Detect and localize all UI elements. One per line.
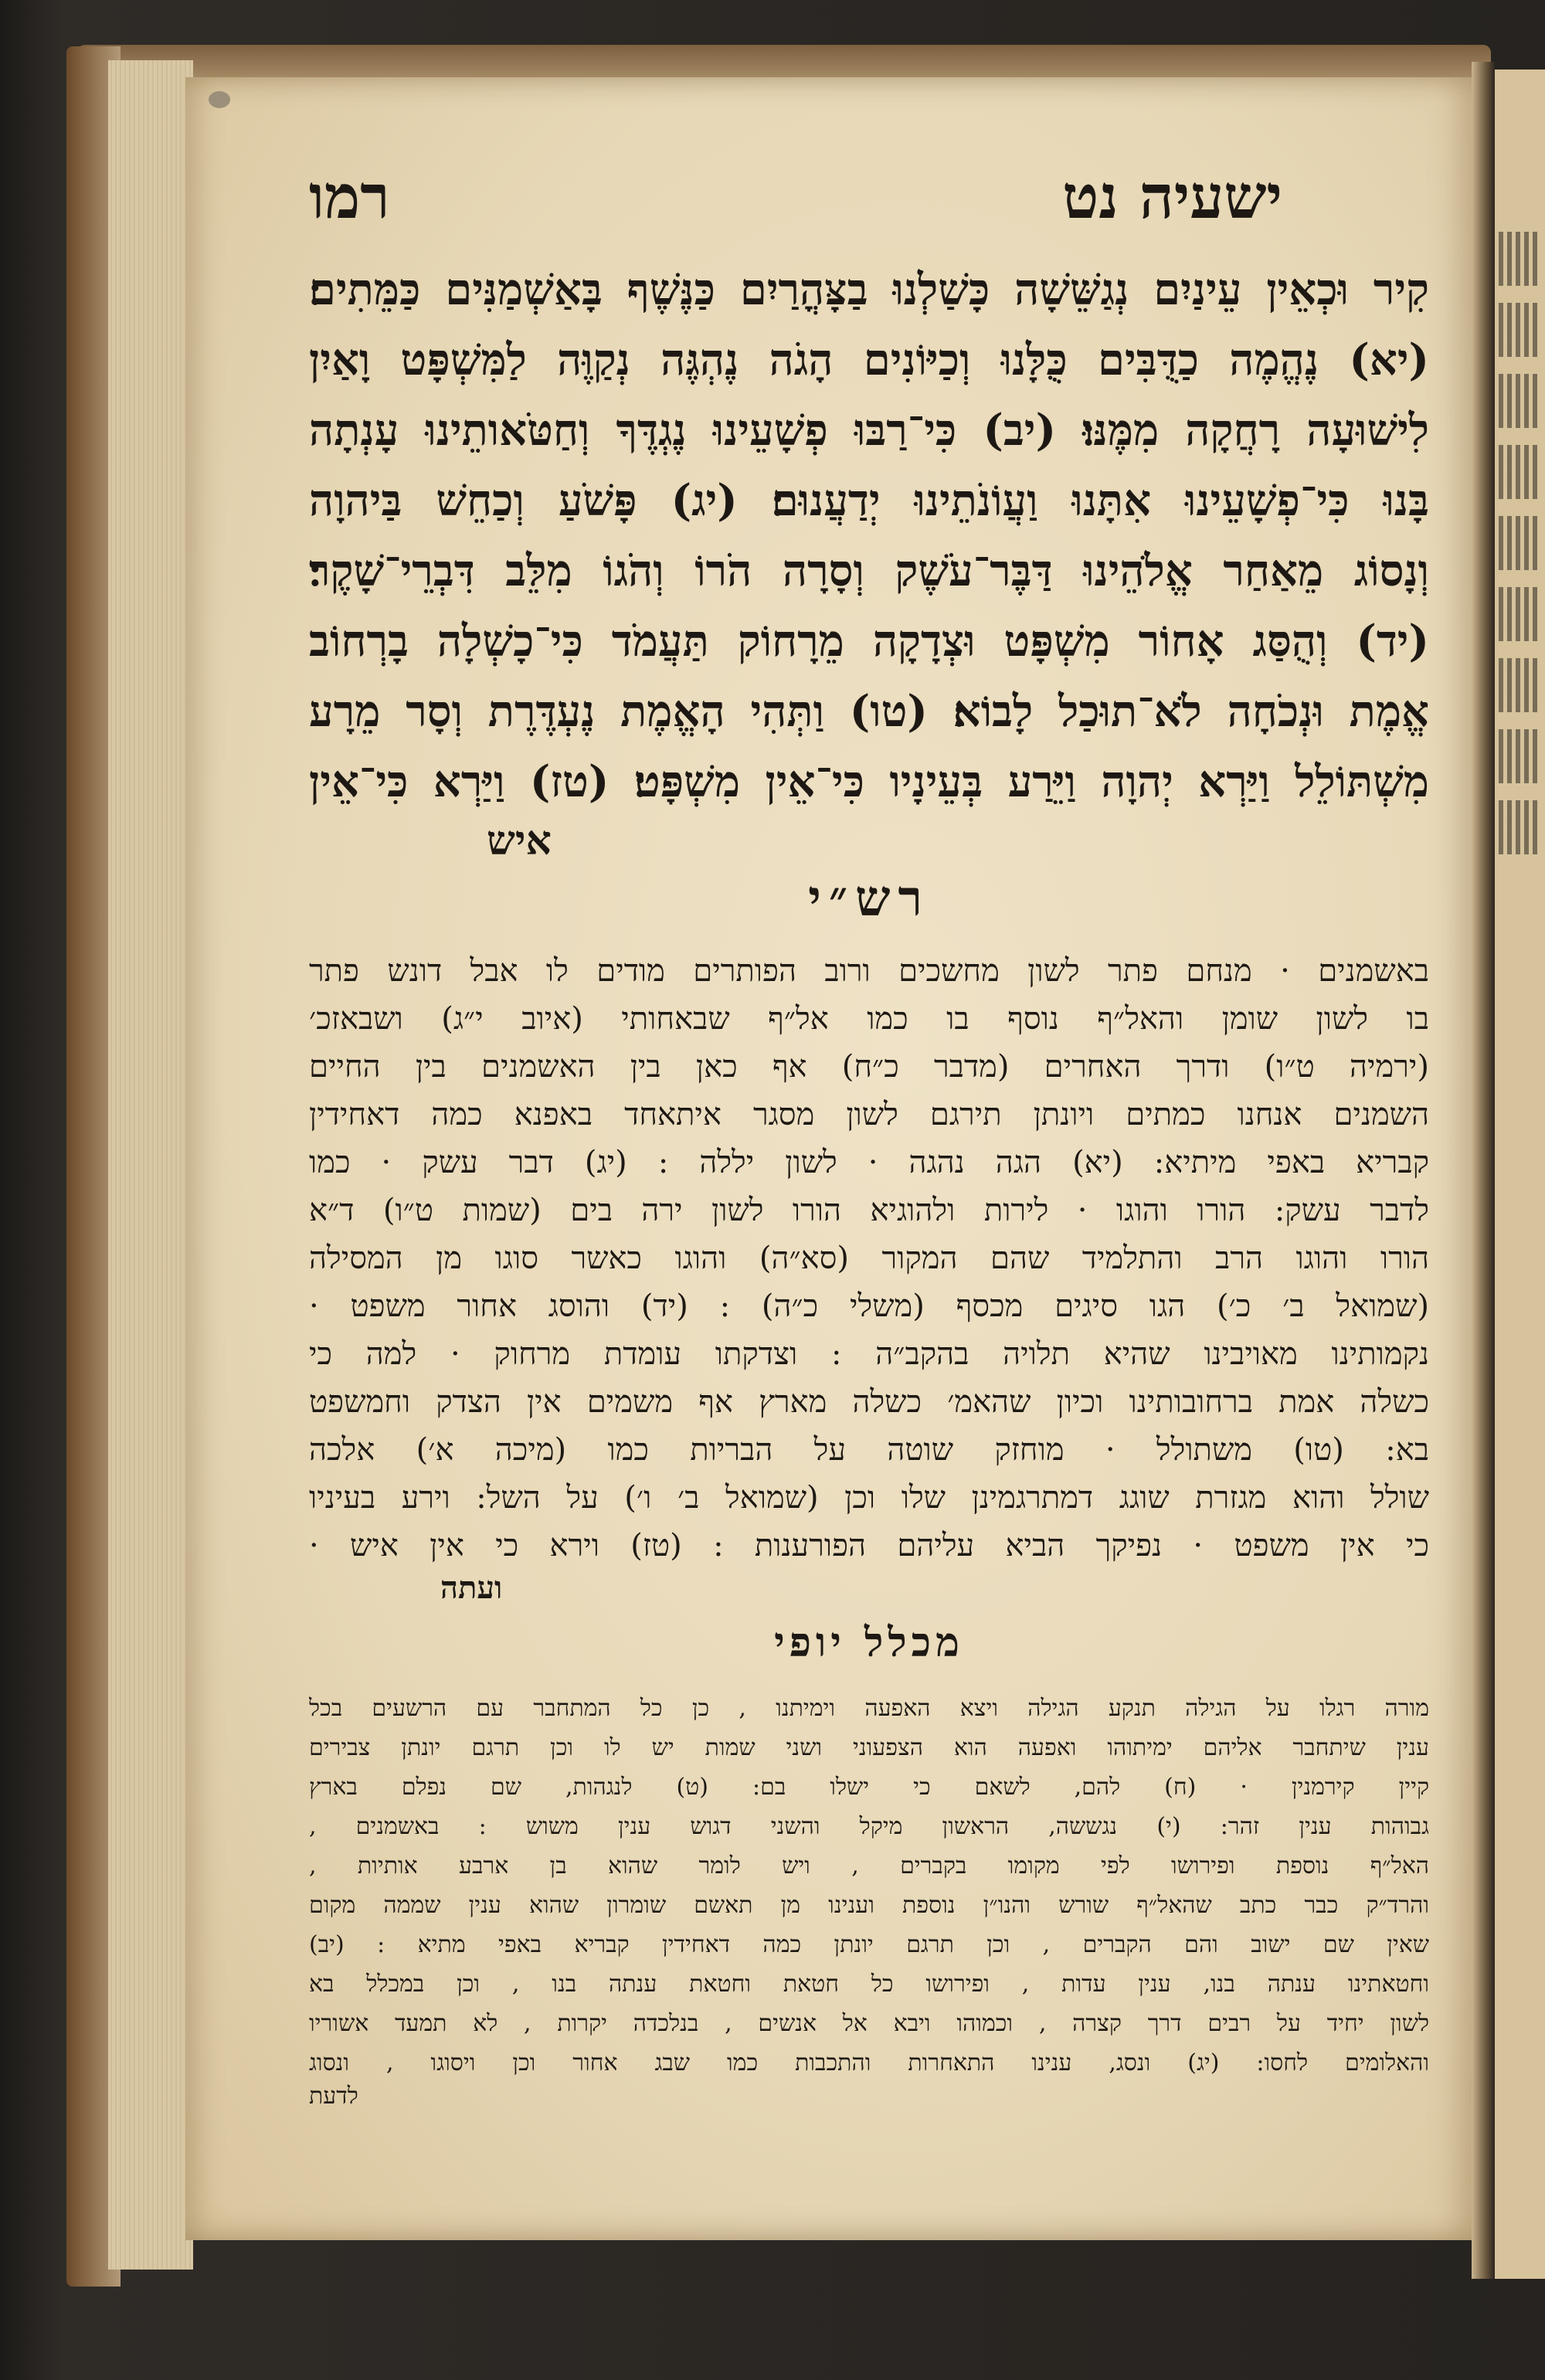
rashi-line: באשמנים · מנחם פתר לשון מחשכים ורוב הפותרים מודים לו אבל דונש פתר (309, 953, 1429, 989)
rashi-catchword: ועתה (440, 1570, 503, 1606)
mikhlol-line: ענין שיתחבר אליהם ימיתוהו ואפעה הוא הצפעוני ושני שמות יש לו וכן תרגם יונתן צבירים (309, 1734, 1429, 1761)
page-edges (108, 60, 193, 2270)
bible-line: קִיר וּכְאֵין עֵינַיִם נְגַשֵּׁשָׁה כָּשַׁלְנוּ בַצָּהֳרַיִם כַּנֶּשֶׁף בָּאַשְׁמַנִּים כַּמֵּתִים׃ (309, 264, 1429, 315)
bible-line: (יד) וְהֻסַּג אָחוֹר מִשְׁפָּט וּצְדָקָה מֵרָחוֹק תַּעֲמֹד כִּי־כָשְׁלָה בָרְחוֹב (309, 616, 1429, 667)
facing-page-text-fragment (1499, 232, 1541, 927)
mikhlol-line: וחטאתינו ענתה בנו, ענין עדות , ופירושו כל חטאת וחטאת ענתה בנו , וכן במכלל בא (309, 1971, 1429, 1998)
mikhlol-line: והאלומים לחסו: (יג) ונסג, ענינו התאחרות והתכבות כמו שבג אחור וכן ויסוגו , ונסוג (309, 2049, 1429, 2076)
mikhlol-line: לשון יחיד על רבים דרך קצרה , וכמוהו ויבא אל אנשים , בנלכדה יקרות , לא תמעד אשוריו (309, 2010, 1429, 2037)
rashi-line: בא: (טו) משתולל · מוחזק שוטה על הבריות כמו (מיכה א׳) אלכה (309, 1432, 1429, 1468)
bible-catchword: איש (487, 817, 552, 864)
rashi-line: נקמותינו מאויבינו שהיא תלויה בהקב״ה : וצדקתו עומדת מרחוק · למה כי (309, 1336, 1429, 1372)
mikhlol-line: והרד״ק כבר כתב שהאל״ף שורש והנו״ן נוספת וענינו מן תאשם שומרון שהוא ענין שממה מקום (309, 1892, 1429, 1919)
page-stain (209, 91, 230, 108)
running-head-page-number: רמו (309, 162, 390, 233)
bible-line: וְנָסוֹג מֵאַחַר אֱלֹהֵינוּ דַּבֶּר־עֹשֶׁק וְסָרָה הֹרוֹ וְהֹגוֹ מִלֵּב דִּבְרֵי־שָׁקֶר׃ (309, 545, 1429, 596)
rashi-line: בו לשון שומן והאל״ף נוסף בו כמו אל״ף שבאחותי (איוב י״ג) ושבאזכ׳ (309, 1001, 1429, 1037)
rashi-line: (שמואל ב׳ כ׳) הגו סיגים מכסף (משלי כ״ה) : (יד) והוסג אחור משפט · (309, 1288, 1429, 1324)
page-content (309, 162, 1429, 2122)
book-gutter (1472, 62, 1495, 2279)
mikhlol-line: קיין קירמנין · (ח) להם, לשאם כי ישלו בם: (ט) לנגהות, שם נפלם בארץ (309, 1774, 1429, 1801)
running-head (309, 162, 1429, 247)
rashi-commentary-block (309, 947, 1429, 1570)
running-head-book-chapter: ישעיה נט (1062, 162, 1282, 233)
bible-line: לִישׁוּעָה רָחֲקָה מִמֶּנּוּ׃ (יב) כִּי־רַבּוּ פְשָׁעֵינוּ נֶגְדֶּךָ וְחַטֹּאותֵינוּ עָנְתָה (309, 405, 1429, 456)
rashi-line: השמנים אנחנו כמתים ויונתן תירגם לשון מסגר איתאחד באפנא כמה דאחידין (309, 1097, 1429, 1132)
rashi-heading: רש״י (808, 870, 930, 928)
mikhlol-line: מורה רגלו על הגילה תנקע הגילה ויצא האפעה וימיתנו , כן כל המתחבר עם הרשעים בכל (309, 1695, 1429, 1722)
rashi-line: שולל והוא מגזרת שוגג דמתרגמינן שלו וכן (שמואל ב׳ ו׳) על השל: וירע בעיניו (309, 1480, 1429, 1516)
mikhlol-line: שאין שם ישוב והם הקברים , וכן תרגם יונתן כמה דאחידין קבריא באפי מתיא : (יב) (309, 1931, 1429, 1958)
mikhlol-line: גבוהות ענין זהר: (י) נגששה, הראשון מיקל והשני דגוש ענין משוש : באשמנים , (309, 1813, 1429, 1840)
bible-line: אֱמֶת וּנְכֹחָה לֹא־תוּכַל לָבוֹא׃ (טו) וַתְּהִי הָאֱמֶת נֶעְדֶּרֶת וְסָר מֵרָע (309, 686, 1429, 737)
rashi-catchword-row (309, 1570, 1429, 1619)
bible-line: (יא) נֶהֱמֶה כַדֻּבִּים כֻּלָּנוּ וְכַיּוֹנִים הָגֹה נֶהְגֶּה נְקַוֶּה לַמִּשְׁפָּט וָאַיִן (309, 334, 1429, 385)
mikhlol-yofi-block (309, 1689, 1429, 2083)
rashi-line: כשלה אמת ברחובותינו וכיון שהאמ׳ כשלה מארץ אף משמים אין הצדק וחמשפט (309, 1384, 1429, 1420)
bible-text-block (309, 255, 1429, 817)
rashi-line: (ירמיה ט״ו) ודרך האחרים (מדבר כ״ח) אף כאן בין האשמנים בין החיים (309, 1049, 1429, 1085)
bible-catchword-row (309, 817, 1429, 862)
mikhlol-yofi-heading: מכלל יופי (774, 1619, 964, 1666)
rashi-line: כי אין משפט · נפיקך הביא עליהם הפורענות : (טז) וירא כי אין איש · (309, 1528, 1429, 1563)
rashi-line: לדבר עשק: הורו והוגו · לירות ולהוגיא הורו לשון ירה בים (שמות ט״ו) ד״א (309, 1193, 1429, 1228)
bible-line: בָּנוּ כִּי־פְשָׁעֵינוּ אִתָּנוּ וַעֲוֹנֹתֵינוּ יְדַעֲנוּם׃ (יג) פָּשֹׁעַ וְכַחֵשׁ בַּיהוָה (309, 475, 1429, 526)
mikhlol-catchword: לדעת (309, 2083, 358, 2110)
rashi-line: הורו והוגו הרב והתלמיד שהם המקור (סא״ה) והוגו כאשר סוגו מן המסילה (309, 1241, 1429, 1276)
mikhlol-line: האל״ף נוספת ופירושו לפי מקומו בקברים , ויש לומר שהוא בן ארבע אותיות , (309, 1852, 1429, 1879)
rashi-line: קבריא באפי מיתיא: (יא) הגה נהגה · לשון יללה : (יג) דבר עשק · כמו (309, 1145, 1429, 1180)
bible-line: מִשְׁתּוֹלֵל וַיַּרְא יְהוָה וַיֵּרַע בְּעֵינָיו כִּי־אֵין מִשְׁפָּט׃ (טז) וַיַּרְא כִּי־אֵין (309, 756, 1429, 807)
